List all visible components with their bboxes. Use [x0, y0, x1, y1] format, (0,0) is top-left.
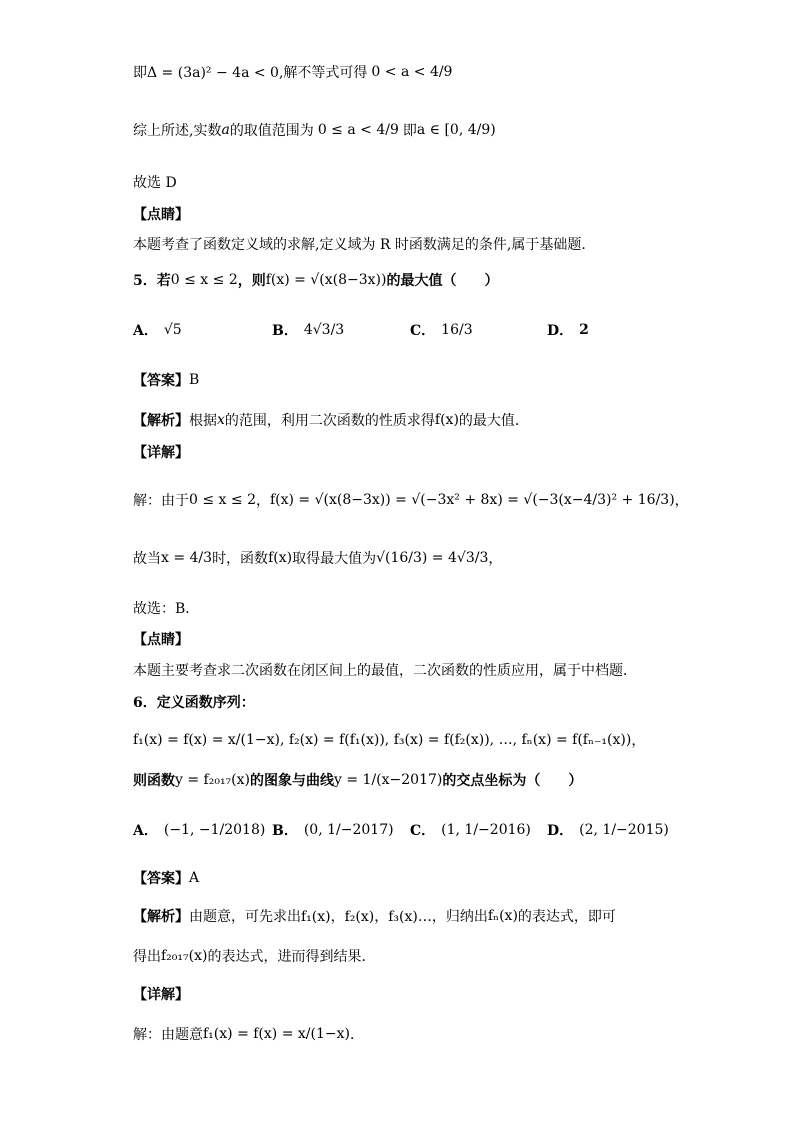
solution-x-value: x = 4/3 [161, 550, 213, 566]
option-key: B． [272, 323, 298, 339]
option-value: 2 [579, 322, 589, 338]
solution-text: ． [349, 1027, 364, 1043]
q5-option-c[interactable] [410, 320, 473, 340]
prev-line2-ji: 即 [402, 123, 417, 139]
solution-text: ， [488, 551, 503, 567]
solution-cond: 0 ≤ x ≤ 2 [189, 492, 256, 508]
q5-condition: 0 ≤ x ≤ 2 [170, 272, 238, 288]
analysis-text: 的表达式，进而得到结果． [207, 949, 376, 965]
q6-question-text: 则函数 [133, 773, 175, 789]
prev-line2 [133, 120, 496, 140]
prev-line1 [133, 62, 452, 82]
prev-choose: 故选 D [133, 175, 177, 191]
analysis-text: ，归纳出 [431, 909, 488, 925]
q6-sequence [133, 730, 645, 750]
fx-expr: f(x) [268, 550, 293, 566]
analysis-text: 的最大值． [458, 413, 529, 429]
q6-question-text: 的交点坐标为（ ） [442, 773, 583, 789]
option-value: (1, 1/−2016) [441, 822, 531, 838]
prev-dianjing-tag: 【点睛】 [133, 207, 189, 223]
option-value: (0, 1/−2017) [303, 822, 394, 838]
q6-curve: y = 1/(x−2017) [334, 772, 443, 788]
prev-line2-text2: 的取值范围为 [229, 123, 314, 139]
analysis-tag: 【解析】 [133, 413, 189, 429]
q6-solution [133, 1024, 364, 1044]
solution-text: 解：由题意 [133, 1027, 203, 1043]
q5-choose: 故选：B． [133, 601, 200, 617]
q5-stem [133, 270, 498, 290]
solution-text: 取得最大值为 [292, 551, 377, 567]
var-a: a [221, 122, 230, 138]
prev-delta-expr: 即Δ = (3a)² − 4a < 0 [133, 65, 279, 81]
q6-option-c[interactable] [410, 820, 531, 840]
prev-range-ineq: 0 ≤ a < 4/9 [317, 122, 399, 138]
q6-sequence-tail: ， [631, 733, 646, 749]
q6-question [133, 770, 582, 790]
q5-dianjing-text: 本题主要考查求二次函数在闭区间上的最值，二次函数的性质应用，属于中档题． [133, 663, 637, 679]
option-key: D． [547, 323, 574, 339]
solution-text: ， [674, 493, 689, 509]
prev-line1-text: ,解不等式可得 [278, 65, 368, 81]
q6-function: y = f₂₀₁₇(x) [175, 772, 250, 788]
q5-option-d[interactable] [547, 320, 589, 340]
q6-option-a[interactable] [133, 820, 265, 840]
analysis-text: 根据 [189, 413, 217, 429]
option-value: (−1, −1/2018) [163, 822, 266, 838]
q6-label: 6．定义函数序列： [133, 695, 255, 711]
analysis-text: 的范围，利用二次函数的性质求得 [224, 413, 435, 429]
q6-detail-tag: 【详解】 [133, 987, 189, 1003]
prev-ineq: 0 < a < 4/9 [371, 64, 453, 80]
solution-max-value: √(16/3) = 4√3/3 [376, 550, 489, 566]
option-value: (2, 1/−2015) [579, 822, 669, 838]
analysis-text: 得出 [133, 949, 161, 965]
q5-analysis [133, 410, 529, 430]
option-value: 4√3/3 [303, 322, 345, 338]
q5-stem-tail: 的最大值（ ） [386, 273, 499, 289]
option-key: A． [133, 323, 158, 339]
solution-formula: f(x) = √(x(8−3x)) = √(−3x² + 8x) = √(−3(x−4/3)² + 16/3) [269, 492, 675, 508]
option-key: C． [410, 323, 436, 339]
q5-stem-mid: ，则 [237, 273, 266, 289]
q5-solution-line1 [133, 490, 689, 510]
var-x: x [217, 412, 225, 428]
q5-dianjing-tag: 【点睛】 [133, 632, 189, 648]
analysis-fn: f₂₀₁₇(x) [161, 948, 208, 964]
analysis-text: 由题意，可先求出 [189, 909, 301, 925]
solution-formula: f₁(x) = f(x) = x/(1−x) [203, 1026, 350, 1042]
analysis-tag: 【解析】 [133, 909, 189, 925]
answer-tag: 【答案】 [133, 871, 189, 887]
analysis-fn: fₙ(x) [487, 908, 518, 924]
solution-text: 时，函数 [212, 551, 269, 567]
prev-line2-text: 综上所述,实数 [133, 123, 222, 139]
analysis-text: 的表达式，即可 [517, 909, 616, 925]
analysis-fns: f₁(x)，f₂(x)，f₃(x)… [301, 909, 432, 925]
q5-function: f(x) = √(x(8−3x)) [265, 272, 387, 288]
q6-option-b[interactable] [272, 820, 394, 840]
option-key: C． [410, 823, 436, 839]
option-value: 16/3 [441, 322, 473, 338]
q5-solution-line2 [133, 548, 502, 568]
q6-analysis-line2 [133, 946, 375, 966]
q6-sequence-formula: f₁(x) = f(x) = x/(1−x), f₂(x) = f(f₁(x)), f₃(x) = f(f₂(x)), …, fₙ(x) = f(fₙ₋₁(x)) [133, 732, 632, 748]
solution-text: 解：由于 [133, 493, 189, 509]
answer-tag: 【答案】 [133, 373, 189, 389]
q5-label: 5．若 [133, 273, 171, 289]
prev-dianjing-text: 本题考查了函数定义域的求解,定义域为 R 时函数满足的条件,属于基础题. [133, 237, 586, 253]
q6-option-d[interactable] [547, 820, 669, 840]
prev-range-set: a ∈ [0, 4/9) [416, 122, 496, 138]
q6-question-text: 的图象与曲线 [250, 773, 334, 789]
answer-value: B [189, 372, 200, 388]
option-value: √5 [163, 322, 182, 338]
q5-answer [133, 370, 199, 390]
answer-value: A [189, 870, 200, 886]
q5-option-b[interactable] [272, 320, 344, 340]
solution-text: 故当 [133, 551, 161, 567]
solution-text: ， [255, 493, 270, 509]
option-key: A． [133, 823, 158, 839]
q6-analysis-line1 [133, 906, 616, 926]
option-key: D． [547, 823, 574, 839]
q6-answer [133, 868, 199, 888]
q5-option-a[interactable] [133, 320, 182, 340]
q5-detail-tag: 【详解】 [133, 445, 189, 461]
option-key: B． [272, 823, 298, 839]
fx-expr: f(x) [434, 412, 459, 428]
